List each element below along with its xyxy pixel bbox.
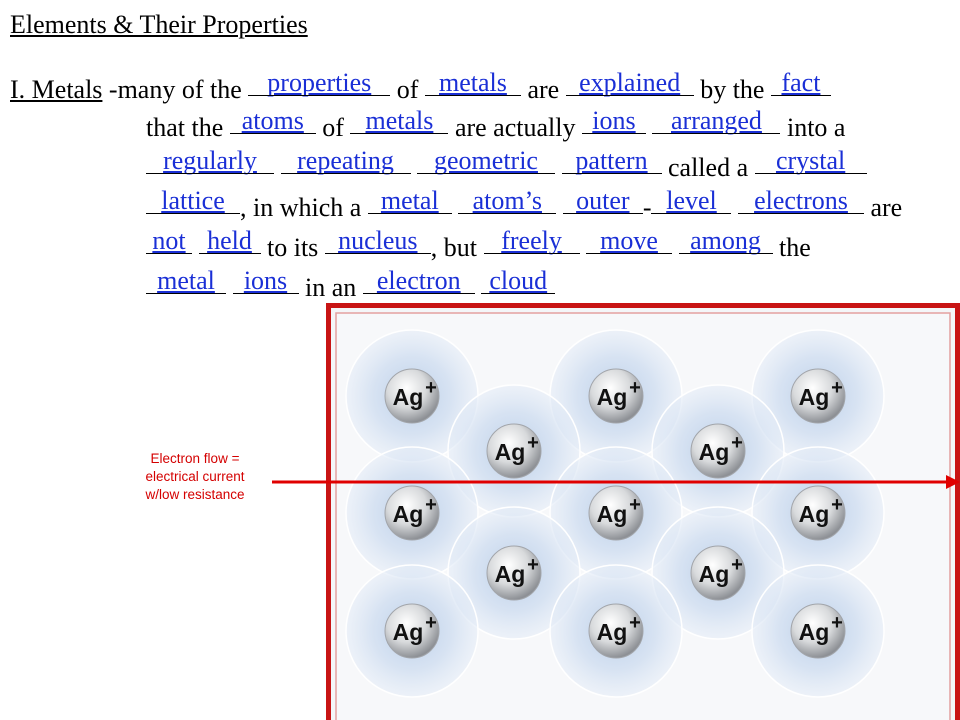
caption-line-2: electrical current: [145, 469, 245, 484]
answer-cloud: cloud: [489, 266, 548, 295]
blank-repeating: [281, 146, 411, 176]
answer-fact: fact: [781, 68, 821, 97]
silver-ion: [385, 486, 439, 540]
text-by-the: by the: [700, 75, 765, 104]
answer-atoms-possessive: atom’s: [472, 186, 542, 215]
blank-lattice: [146, 186, 240, 216]
answer-crystal: crystal: [775, 146, 846, 175]
answer-ions: ions: [592, 106, 636, 135]
page-title: Elements & Their Properties: [10, 10, 308, 39]
answer-atoms: atoms: [241, 106, 304, 135]
ion-charge: +: [731, 554, 743, 576]
text-into-a: into a: [786, 113, 846, 142]
answer-pattern: pattern: [575, 146, 648, 175]
text-line-3: [146, 146, 867, 183]
ion-charge: +: [831, 612, 843, 634]
ion-charge: +: [831, 494, 843, 516]
text-the: the: [779, 233, 811, 262]
ion-symbol: Ag: [392, 384, 424, 410]
blank-explained: [566, 68, 694, 98]
text-line-5: [146, 226, 811, 263]
ion-charge: +: [527, 432, 539, 454]
blank-fact: [771, 68, 831, 98]
caption-line-1: Electron flow =: [150, 451, 240, 466]
blank-atoms: [230, 106, 316, 136]
ion-symbol: Ag: [798, 384, 830, 410]
blank-not: [146, 226, 192, 256]
blank-electrons: [738, 186, 864, 216]
blank-metal-2: [146, 266, 226, 296]
text-dash: -: [642, 193, 652, 222]
silver-ion: [691, 546, 745, 600]
silver-ion: [791, 486, 845, 540]
blank-atoms-possessive: [458, 186, 556, 216]
blank-regularly: [146, 146, 274, 176]
ion-charge: +: [831, 377, 843, 399]
silver-ion: [691, 424, 745, 478]
answer-outer: outer: [576, 186, 630, 215]
answer-regularly: regularly: [163, 146, 257, 175]
blank-move: [586, 226, 672, 256]
intro-text: -many of the: [108, 75, 242, 104]
blank-electron: [363, 266, 475, 296]
blank-metals: [425, 68, 521, 98]
answer-held: held: [207, 226, 252, 255]
text-but: , but: [430, 233, 478, 262]
answer-level: level: [666, 186, 717, 215]
blank-ions: [582, 106, 646, 136]
blank-properties: [248, 68, 390, 98]
silver-ion: [589, 486, 643, 540]
silver-lattice-figure: [326, 303, 960, 720]
silver-ion: [487, 546, 541, 600]
ion-symbol: Ag: [798, 619, 830, 645]
answer-electron: electron: [376, 266, 461, 295]
ion-symbol: Ag: [798, 501, 830, 527]
caption-line-3: w/low resistance: [145, 487, 245, 502]
ion-symbol: Ag: [392, 619, 424, 645]
silver-ion: [791, 369, 845, 423]
text-are-2: are: [870, 193, 903, 222]
text-line-2: [146, 106, 845, 143]
answer-electrons: electrons: [754, 186, 848, 215]
text-in-an: in an: [305, 273, 357, 302]
text-line-4: [146, 186, 902, 223]
blank-metal: [368, 186, 452, 216]
silver-ion: [385, 604, 439, 658]
blank-ions-2: [233, 266, 299, 296]
silver-ion: [589, 369, 643, 423]
section-label: I. Metals: [10, 75, 103, 104]
silver-ion: [487, 424, 541, 478]
answer-metal-2: metal: [157, 266, 215, 295]
answer-ions-2: ions: [243, 266, 288, 295]
ion-charge: +: [731, 432, 743, 454]
answer-properties: properties: [267, 68, 372, 97]
blank-level: [651, 186, 731, 216]
answer-arranged: arranged: [671, 106, 762, 135]
electron-flow-caption: [100, 450, 290, 504]
blank-held: [199, 226, 261, 256]
ion-charge: +: [425, 494, 437, 516]
answer-repeating: repeating: [297, 146, 394, 175]
blank-crystal: [755, 146, 867, 176]
blank-geometric: [417, 146, 555, 176]
blank-outer: [563, 186, 643, 216]
text-in-which: , in which a: [240, 193, 362, 222]
answer-lattice: lattice: [161, 186, 225, 215]
blank-freely: [484, 226, 580, 256]
electron-flow-arrow: [270, 472, 960, 492]
blank-nucleus: [325, 226, 431, 256]
text-line-1: [10, 68, 831, 105]
silver-ion: [791, 604, 845, 658]
answer-freely: freely: [501, 226, 562, 255]
text-that-the: that the: [146, 113, 224, 142]
answer-metal: metal: [380, 186, 439, 215]
answer-not: not: [152, 226, 186, 255]
blank-arranged: [652, 106, 780, 136]
text-of-2: of: [322, 113, 344, 142]
text-are-actually: are actually: [454, 113, 576, 142]
answer-move: move: [600, 226, 658, 255]
text-called-a: called a: [668, 153, 749, 182]
ion-charge: +: [425, 612, 437, 634]
silver-ion: [385, 369, 439, 423]
answer-metals-2: metals: [365, 106, 434, 135]
blank-cloud: [481, 266, 555, 296]
answer-geometric: geometric: [434, 146, 538, 175]
ion-symbol: Ag: [596, 619, 628, 645]
ion-symbol: Ag: [698, 561, 730, 587]
text-are: are: [527, 75, 560, 104]
answer-explained: explained: [579, 68, 681, 97]
blank-metals-2: [350, 106, 448, 136]
ion-symbol: Ag: [494, 439, 526, 465]
ion-symbol: Ag: [392, 501, 424, 527]
ion-charge: +: [629, 494, 641, 516]
answer-metals: metals: [439, 68, 507, 97]
blank-pattern: [562, 146, 662, 176]
text-of: of: [396, 75, 419, 104]
ion-symbol: Ag: [596, 384, 628, 410]
ion-symbol: Ag: [596, 501, 628, 527]
ion-charge: +: [527, 554, 539, 576]
text-line-6: [146, 266, 555, 303]
silver-ion: [589, 604, 643, 658]
ion-charge: +: [425, 377, 437, 399]
ion-symbol: Ag: [494, 561, 526, 587]
ion-symbol: Ag: [698, 439, 730, 465]
text-to-its: to its: [267, 233, 319, 262]
answer-among: among: [690, 226, 761, 255]
answer-nucleus: nucleus: [338, 226, 418, 255]
ion-charge: +: [629, 612, 641, 634]
blank-among: [679, 226, 773, 256]
ion-charge: +: [629, 377, 641, 399]
